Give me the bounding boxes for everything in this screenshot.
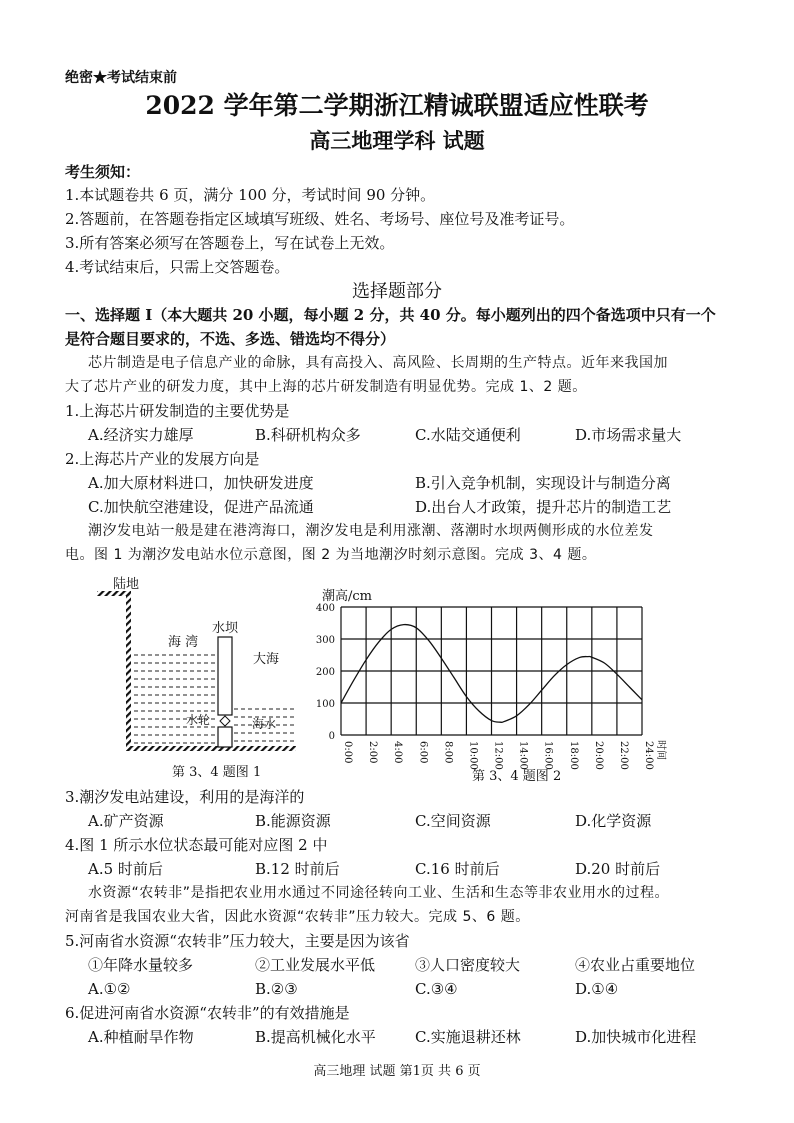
label-turbine: 水轮 [186,713,211,727]
option: A.矿产资源 [88,812,164,830]
option: D.20 时前后 [575,860,661,878]
y-tick-label: 100 [315,699,335,710]
option: B.引入竞争机制，实现设计与制造分离 [415,474,671,492]
option: A.加大原材料进口，加快研发进度 [88,474,314,492]
option: D.市场需求量大 [575,426,682,444]
figure-1-caption: 第 3、4 题图 1 [172,765,262,780]
x-tick-label: 6:00 [417,741,429,764]
notice-item: 4.考试结束后，只需上交答题卷。 [65,258,290,276]
x-tick-label: 12:00 [492,741,504,770]
statement: ③人口密度较大 [415,956,521,974]
section-intro: 一、选择题 I（本大题共 20 小题，每小题 2 分，共 40 分。每小题列出的四个备选项中只有一个 [65,306,716,324]
chart-xlabel: 时间 [655,740,666,760]
label-seawater: 海水 [252,717,277,731]
notice-item: 3.所有答案必须写在答题卷上，写在试卷上无效。 [65,234,395,252]
y-tick-label: 0 [328,731,335,742]
question-stem: 5.河南省水资源“农转非”压力较大，主要是因为该省 [65,932,410,950]
secret-label: 绝密★考试结束前 [65,70,177,86]
label-sea: 大海 [253,652,280,667]
passage: 水资源“农转非”是指把农业用水通过不同途径转向工业、生活和生态等非农业用水的过程。 [88,885,670,901]
option: D.①④ [575,980,619,998]
x-tick-label: 16:00 [542,741,554,770]
label-dam: 水坝 [212,621,239,636]
section-intro: 是符合题目要求的，不选、多选、错选均不得分） [65,330,396,348]
chart-ylabel: 潮高/cm [322,589,372,604]
option: B.12 时前后 [255,860,340,878]
label-land: 陆地 [113,577,140,592]
y-tick-label: 400 [315,603,335,614]
passage: 电。图 1 为潮汐发电站水位示意图，图 2 为当地潮汐时刻示意图。完成 3、4 题。 [65,547,597,563]
exam-subtitle: 高三地理学科 试题 [309,128,485,153]
label-bay: 海 湾 [168,635,199,650]
x-tick-label: 8:00 [442,741,454,764]
x-tick-label: 24:00 [643,741,654,770]
option: C.水陆交通便利 [415,426,521,444]
x-tick-label: 4:00 [392,741,404,764]
notice-heading: 考生须知： [65,163,141,181]
question-stem: 2.上海芯片产业的发展方向是 [65,450,260,468]
question-stem: 3.潮汐发电站建设，利用的是海洋的 [65,788,305,806]
option: D.出台人才政策，提升芯片的制造工艺 [415,498,672,516]
option: A.种植耐旱作物 [88,1028,194,1046]
option: C.加快航空港建设，促进产品流通 [88,498,314,516]
option: B.科研机构众多 [255,426,361,444]
passage: 河南省是我国农业大省，因此水资源“农转非”压力较大。完成 5、6 题。 [65,909,530,925]
option: D.化学资源 [575,812,652,830]
statement: ①年降水量较多 [88,956,194,974]
option: C.16 时前后 [415,860,500,878]
passage: 芯片制造是电子信息产业的命脉，具有高投入、高风险、长周期的生产特点。近年来我国加 [88,355,668,371]
option: D.加快城市化进程 [575,1028,697,1046]
x-tick-label: 0:00 [342,741,353,764]
question-stem: 4.图 1 所示水位状态最可能对应图 2 中 [65,836,328,854]
notice-item: 2.答题前，在答题卷指定区域填写班级、姓名、考场号、座位号及准考证号。 [65,210,575,228]
x-tick-label: 2:00 [367,741,379,764]
option: A.①② [88,980,131,998]
exam-title: 2022 学年第二学期浙江精诚联盟适应性联考 [145,91,649,120]
y-tick-label: 200 [315,667,335,678]
x-tick-label: 10:00 [467,741,479,770]
passage: 潮汐发电站一般是建在港湾海口，潮汐发电是利用涨潮、落潮时水坝两侧形成的水位差发 [88,523,654,539]
option: B.提高机械化水平 [255,1028,376,1046]
option: A.经济实力雄厚 [88,426,194,444]
section-title: 选择题部分 [352,281,442,302]
x-tick-label: 18:00 [567,741,579,770]
option: C.空间资源 [415,812,491,830]
option: C.实施退耕还林 [415,1028,521,1046]
x-tick-label: 20:00 [592,741,604,770]
option: B.②③ [255,980,298,998]
statement: ④农业占重要地位 [575,956,696,974]
option: B.能源资源 [255,812,331,830]
statement: ②工业发展水平低 [255,956,376,974]
notice-item: 1.本试题卷共 6 页，满分 100 分，考试时间 90 分钟。 [65,186,436,204]
page-footer: 高三地理 试题 第1页 共 6 页 [313,1064,481,1079]
option: A.5 时前后 [88,860,163,878]
question-stem: 1.上海芯片研发制造的主要优势是 [65,402,290,420]
y-tick-label: 300 [315,635,335,646]
x-tick-label: 14:00 [517,741,529,770]
x-tick-label: 22:00 [617,741,629,770]
chart-caption: 第 3、4 题图 2 [472,769,562,784]
question-stem: 6.促进河南省水资源“农转非”的有效措施是 [65,1004,350,1022]
passage: 大了芯片产业的研发力度，其中上海的芯片研发制造有明显优势。完成 1、2 题。 [65,379,587,395]
option: C.③④ [415,980,458,998]
